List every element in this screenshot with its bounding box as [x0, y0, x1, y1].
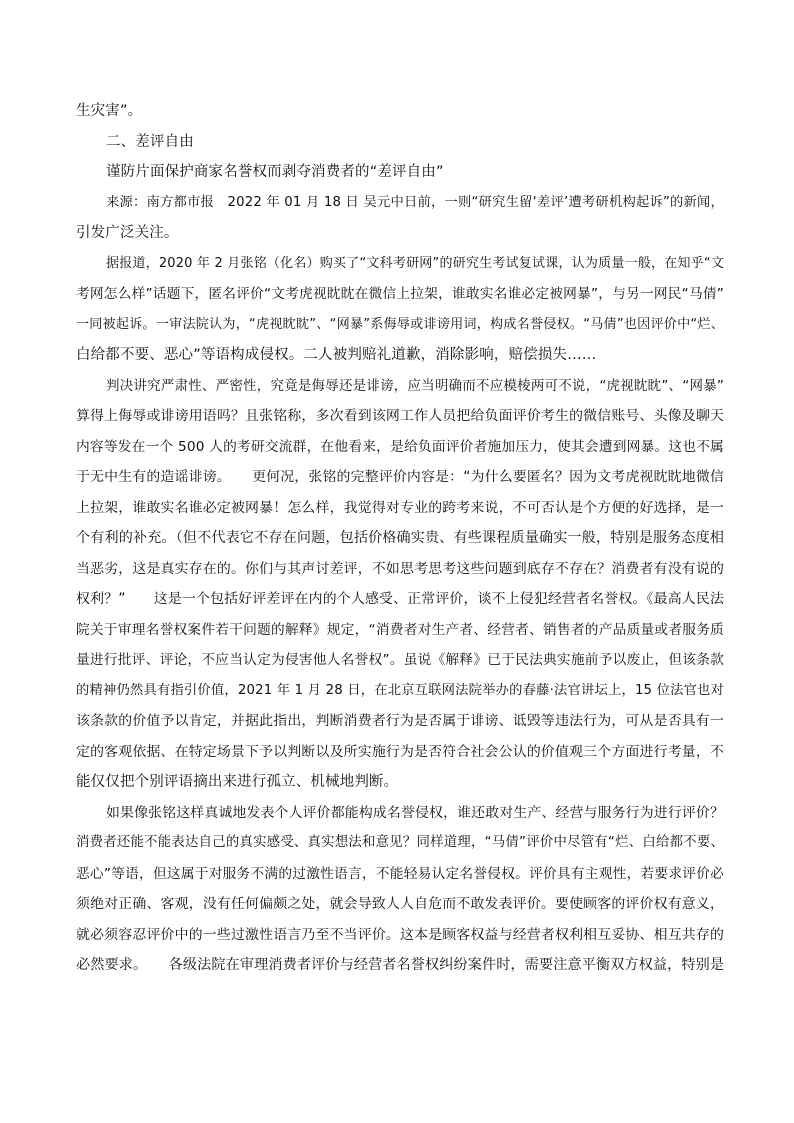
section-heading: 二、差评自由 — [106, 133, 194, 150]
text-line: 就必须容忍评价中的一些过激性语言乃至不当评价。这本是顾客权益与经营者权利相互妥协、相互共存的 — [76, 926, 724, 943]
text-line: 定的客观依据、在特定场景下予以判断以及所实施行为是否符合社会公认的价值观三个方面进行考量，不 — [76, 743, 724, 760]
text-line: 上拉架，谁敢实名谁必定被网暴！怎么样，我觉得对专业的跨考来说，不可否认是个方便的好选择，是一 — [76, 499, 724, 516]
text-line: 恶心”等语，但这属于对服务不满的过激性语言，不能轻易认定名誉侵权。评价具有主观性，若要求评价必 — [76, 865, 724, 882]
text-line: 算得上侮辱或诽谤用语吗？且张铭称，多次看到该网工作人员把给负面评价考生的微信账号、头像及聊天 — [76, 408, 724, 424]
text-line: 须绝对正确、客观，没有任何偏颇之处，就会导致人人自危而不敢发表评价。要使顾客的评价权有意义， — [76, 896, 724, 912]
text-line: 于无中生有的造谣诽谤。 更何况，张铭的完整评价内容是：“为什么要匿名？因为文考虎视眈眈地微信 — [76, 469, 724, 485]
text-line: 消费者还能不能表达自己的真实感受、真实想法和意见？同样道理，“马倩”评价中尽管有“烂、白给都不要、 — [76, 835, 724, 850]
text-line: 一同被起诉。一审法院认为，“虎视眈眈”、“网暴”系侮辱或诽谤用词，构成名誉侵权。“马倩”也因评价中“烂、 — [76, 316, 724, 332]
text-line: 必然要求。 各级法院在审理消费者评价与经营者名誉权纠纷案件时，需要注意平衡双方权益，特别是 — [76, 957, 725, 973]
text-line: 权利？” 这是一个包括好评差评在内的个人感受、正常评价，谈不上侵犯经营者名誉权。《最高人民法 — [76, 591, 724, 607]
text-line: 个有利的补充。（但不代表它不存在问题，包括价格确实贵、有些课程质量确实一般，特别是服务态度相 — [76, 530, 725, 546]
text-line: 能仅仅把个别评语摘出来进行孤立、机械地判断。 — [76, 774, 399, 790]
text-line: 内容等发在一个 500 人的考研交流群，在他看来，是给负面评价者施加压力，使其会遭到网暴。这也不属 — [76, 438, 724, 455]
text-line: 当恶劣，这是真实存在的。你们与其声讨差评，不如思考思考这些问题到底存不存在？消费者有没有说的 — [76, 560, 724, 577]
text-line: 的精神仍然具有指引价值，2021 年 1 月 28 日，在北京互联网法院举办的春藤·法官讲坛上，15 位法官也对 — [76, 682, 724, 698]
article-title: 谨防片面保护商家名誉权而剥夺消费者的“差评自由” — [106, 164, 444, 180]
text-line: 白给都不要、恶心”等语构成侵权。二人被判赔礼道歉，消除影响，赔偿损失…… — [76, 347, 597, 363]
text-line: 引发广泛关注。 — [76, 225, 179, 241]
text-line: 量进行批评、评论，不应当认定为侵害他人名誉权”。虽说《解释》已于民法典实施前予以废止，但该条款 — [76, 652, 724, 668]
text-line: 生灾害”。 — [76, 103, 143, 119]
text-line: 如果像张铭这样真诚地发表个人评价都能构成名誉侵权，谁还敢对生产、经营与服务行为进行评价？ — [106, 804, 724, 821]
text-line: 该条款的价值予以肯定，并据此指出，判断消费者行为是否属于诽谤、诋毁等违法行为，可从是否具有一 — [76, 713, 724, 729]
text-line: 判决讲究严肃性、严密性，究竟是侮辱还是诽谤，应当明确而不应模棱两可不说，“虎视眈眈”、“网暴” — [106, 377, 724, 394]
document-page — [76, 96, 724, 981]
text-line: 据报道，2020 年 2 月张铭（化名）购买了“文科考研网”的研究生考试复试课，认为质量一般，在知乎“文 — [106, 255, 724, 271]
text-line: 来源：南方都市报 2022 年 01 月 18 日 吴元中日前，一则“研究生留‘差评’遭考研机构起诉”的新闻， — [106, 194, 724, 210]
text-line: 考网怎么样”话题下，匿名评价“文考虎视眈眈在微信上拉架，谁敢实名谁必定被网暴”，与另一网民“马倩” — [76, 286, 724, 302]
text-line: 院关于审理名誉权案件若干问题的解释》规定，“消费者对生产者、经营者、销售者的产品质量或者服务质 — [76, 621, 724, 638]
